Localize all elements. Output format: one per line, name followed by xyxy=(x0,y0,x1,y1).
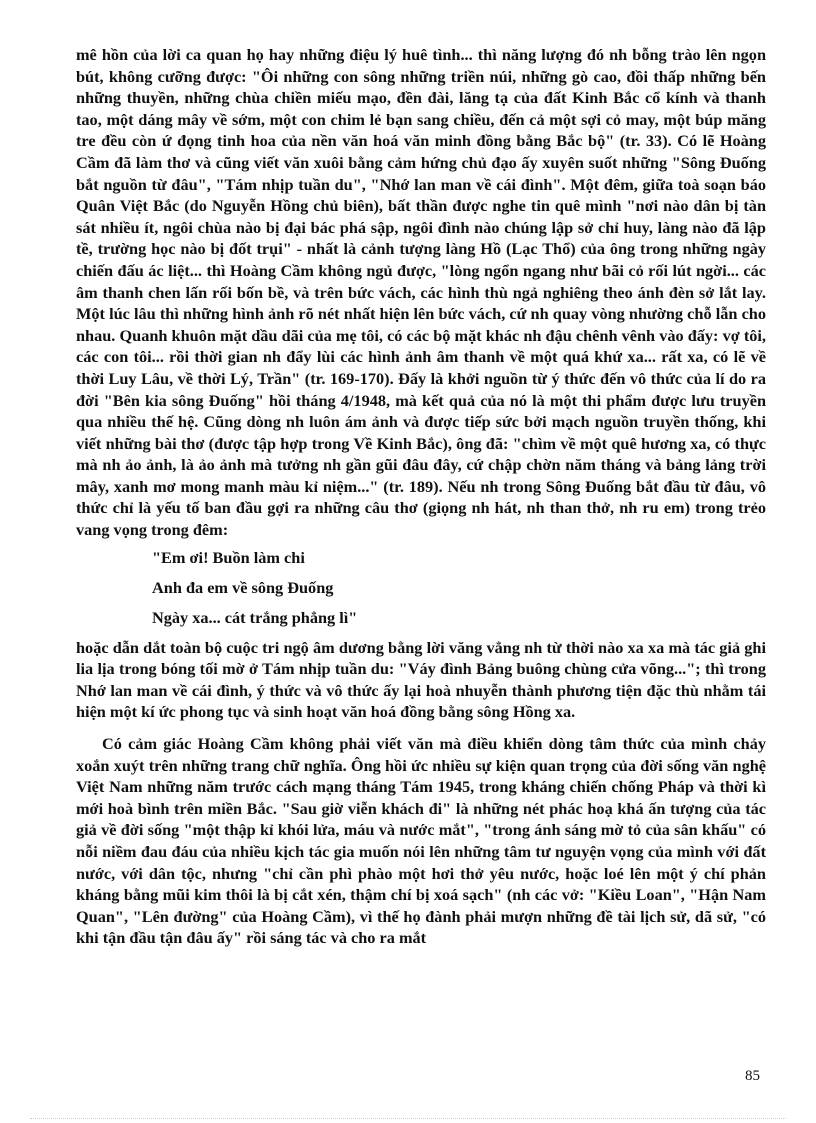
poem-quote xyxy=(152,547,766,629)
page-body xyxy=(76,44,766,949)
paragraph-1: mê hồn của lời ca quan họ hay những điệu lý huê tình... thì năng lượng đó nh bỗng trào lên ngọn bút, không cưỡng được: "Ôi những con sông những triền núi, những gò cao, đồi thấp những bến những thuyền, những chùa chiền miếu mạo, đền đài, lăng tạ của đất Kinh Bắc cổ kính và thanh tao, một dáng mây về sớm, một con chim lẻ bạn sang chiều, đến cả một sợi cỏ may, một búp măng tre đều còn ứ đọng tinh hoa của nền văn hoá văn minh đồng bằng Bắc bộ" (tr. 33). Có lẽ Hoàng Cầm đã làm thơ và cũng viết văn xuôi bằng cảm hứng chủ đạo ấy xuyên suốt những "Sông Đuống bắt nguồn từ đâu", "Tám nhịp tuần du", "Nhớ lan man về cái đình". Một đêm, giữa toà soạn báo Quân Việt Bắc (do Nguyễn Hồng chủ biên), bất thần được nghe tin quê mình "nơi nào dân bị tàn sát nhiều ít, ngôi chùa nào bị đại bác phá sập, ngôi đình nào chúng lập sở chỉ huy, làng nào đã lập tề, trường học nào bị đốt trụi" - nhất là cảnh tượng làng Hồ (Lạc Thổ) của ông trong những ngày chiến đấu ác liệt... thì Hoàng Cầm không ngủ được, "lòng ngổn ngang như bãi cỏ rối lút ngời... các âm thanh chen lấn rối bốn bề, và trên bức vách, các hình thù ngả nghiêng theo ánh đèn sở lắt lay. Một lúc lâu thì những hình ảnh rõ nét nhất hiện lên bức vách, cứ nh quay vòng nhường chỗ lẫn cho nhau. Quanh khuôn mặt dầu dãi của mẹ tôi, có các bộ mặt khác nh đậu chênh vênh vào đấy: vợ tôi, các con tôi... rồi thời gian nh đẩy lùi các hình ảnh âm thanh về một quá khứ xa... rất xa, có lẽ về thời Luy Lâu, về thời Lý, Trần" (tr. 169-170). Đấy là khởi nguồn từ ý thức đến vô thức của lí do ra đời "Bên kia sông Đuống" hồi tháng 4/1948, mà kết quả của nó là một thi phẩm được lưu truyền qua nhiều thế hệ. Cũng dòng nh luôn ám ảnh và được tiếp sức bởi mạch nguồn truyền thống, khi viết những bài thơ (được tập hợp trong Về Kinh Bắc), ông đã: "chìm về một quê hương xa, có thực mà nh ảo ảnh, là ảo ảnh mà tưởng nh gần gũi đâu đây, cứ chập chờn năm tháng và bảng lảng trời mây, xanh mơ mong manh màu kỉ niệm..." (tr. 189). Nếu nh trong Sông Đuống bắt đầu từ đâu, vô thức chỉ là yếu tố ban đầu gợi ra những câu thơ (giọng nh hát, nh than thở, nh ru em) trong trẻo vang vọng trong đêm: xyxy=(76,45,766,540)
poem-line-1: "Em ơi! Buồn làm chi xyxy=(152,547,305,567)
poem-line-2: Anh đa em về sông Đuống xyxy=(152,577,334,597)
page-number: 85 xyxy=(745,1068,760,1084)
paragraph-2: hoặc dẫn dắt toàn bộ cuộc tri ngộ âm dương bằng lời văng vẳng nh từ thời nào xa xa mà tác giả ghi lia lịa trong bóng tối mờ ở Tám nhịp tuần du: "Váy đình Bảng buông chùng cửa võng..."; thì trong Nhớ lan man về cái đình, ý thức và vô thức ấy lại hoà nhuyễn thành phương tiện đặc thù nhằm tái hiện một kí ức phong tục và sinh hoạt văn hoá đồng bằng sông Hồng xa. xyxy=(76,637,766,722)
paragraph-3: Có cảm giác Hoàng Cầm không phải viết văn mà điều khiển dòng tâm thức của mình chảy xoắn xuýt trên những trang chữ nghĩa. Ông hồi ức nhiều sự kiện quan trọng của đời sống văn nghệ Việt Nam những năm trước cách mạng tháng Tám 1945, trong kháng chiến chống Pháp và thời kì mới hoà bình trên miền Bắc. "Sau giờ viễn khách đi" là những nét phác hoạ khá ấn tượng của tác giả về đời sống "một thập kỉ khói lửa, máu và nước mắt", "trong ánh sáng mờ tỏ của sân khấu" có nỗi niềm đau đáu của nhiều kịch tác gia muốn nói lên những tâm tư nguyện vọng của mình với đất nước, với dân tộc, nhưng "chỉ cần phì phào một hơi thở yêu nước, hoặc loé lên một ý chí phản kháng bằng mũi kim thôi là bị cắt xén, thậm chí bị xoá sạch" (nh các vở: "Kiều Loan", "Hận Nam Quan", "Lên đường" của Hoàng Cầm), vì thế họ đành phải mượn những đề tài lịch sử, dã sử, "có khi tận đầu tận đâu ấy" rồi sáng tác và cho ra mắt xyxy=(76,734,766,948)
poem-line-3: Ngày xa... cát trắng phẳng lì" xyxy=(152,607,358,627)
bottom-divider xyxy=(30,1118,786,1119)
